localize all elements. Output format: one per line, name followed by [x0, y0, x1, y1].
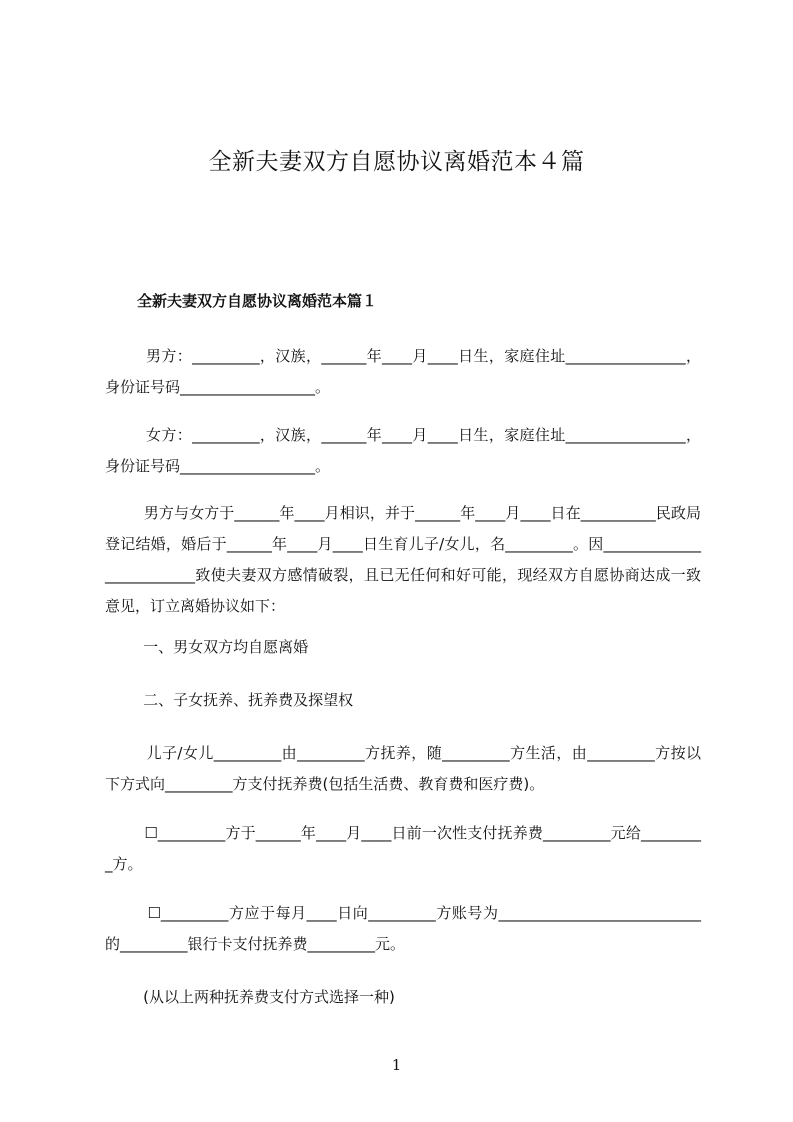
section-title: 全新夫妻双方自愿协议离婚范本篇１: [137, 292, 378, 310]
option-monthly-payment: ☐_________方应于每月____日向_________方账号为___________________________的_________银行卡支付抚养费_________元。: [105, 904, 701, 953]
option-lump-sum-payment: ☐_________方于______年____月____日前一次性支付抚养费_________元给_________方。: [105, 824, 701, 873]
paragraph-marriage-background: 男方与女方于______年____月相识，并于______年____月____日在__________民政局登记结婚，婚后于______年____月____日生育儿子/女儿，名_________。因_________________________致使夫妻双方感情破裂，且已无任何和好可能，现经双方自愿协商达成一致意见，订立离婚协议如下：: [105, 504, 701, 615]
document-title: 全新夫妻双方自愿协议离婚范本４篇: [208, 149, 585, 175]
paragraph-female-party: 女方：_________，汉族，______年____月____日生，家庭住址________________，身份证号码__________________。: [105, 426, 701, 475]
paragraph-child-custody: 儿子/女儿_________由_________方抚养，随_________方生活，由_________方按以下方式向_________方支付抚养费(包括生活费、教育费和医疗费)。: [105, 744, 701, 793]
paragraph-male-party: 男方：_________，汉族，______年____月____日生，家庭住址________________，身份证号码__________________。: [105, 347, 701, 396]
page-number: 1: [391, 1056, 402, 1074]
clause-two-heading: 二、子女抚养、抚养费及探望权: [105, 691, 354, 709]
payment-choice-note: (从以上两种抚养费支付方式选择一种): [105, 988, 395, 1006]
clause-one-heading: 一、男女双方均自愿离婚: [105, 638, 309, 656]
